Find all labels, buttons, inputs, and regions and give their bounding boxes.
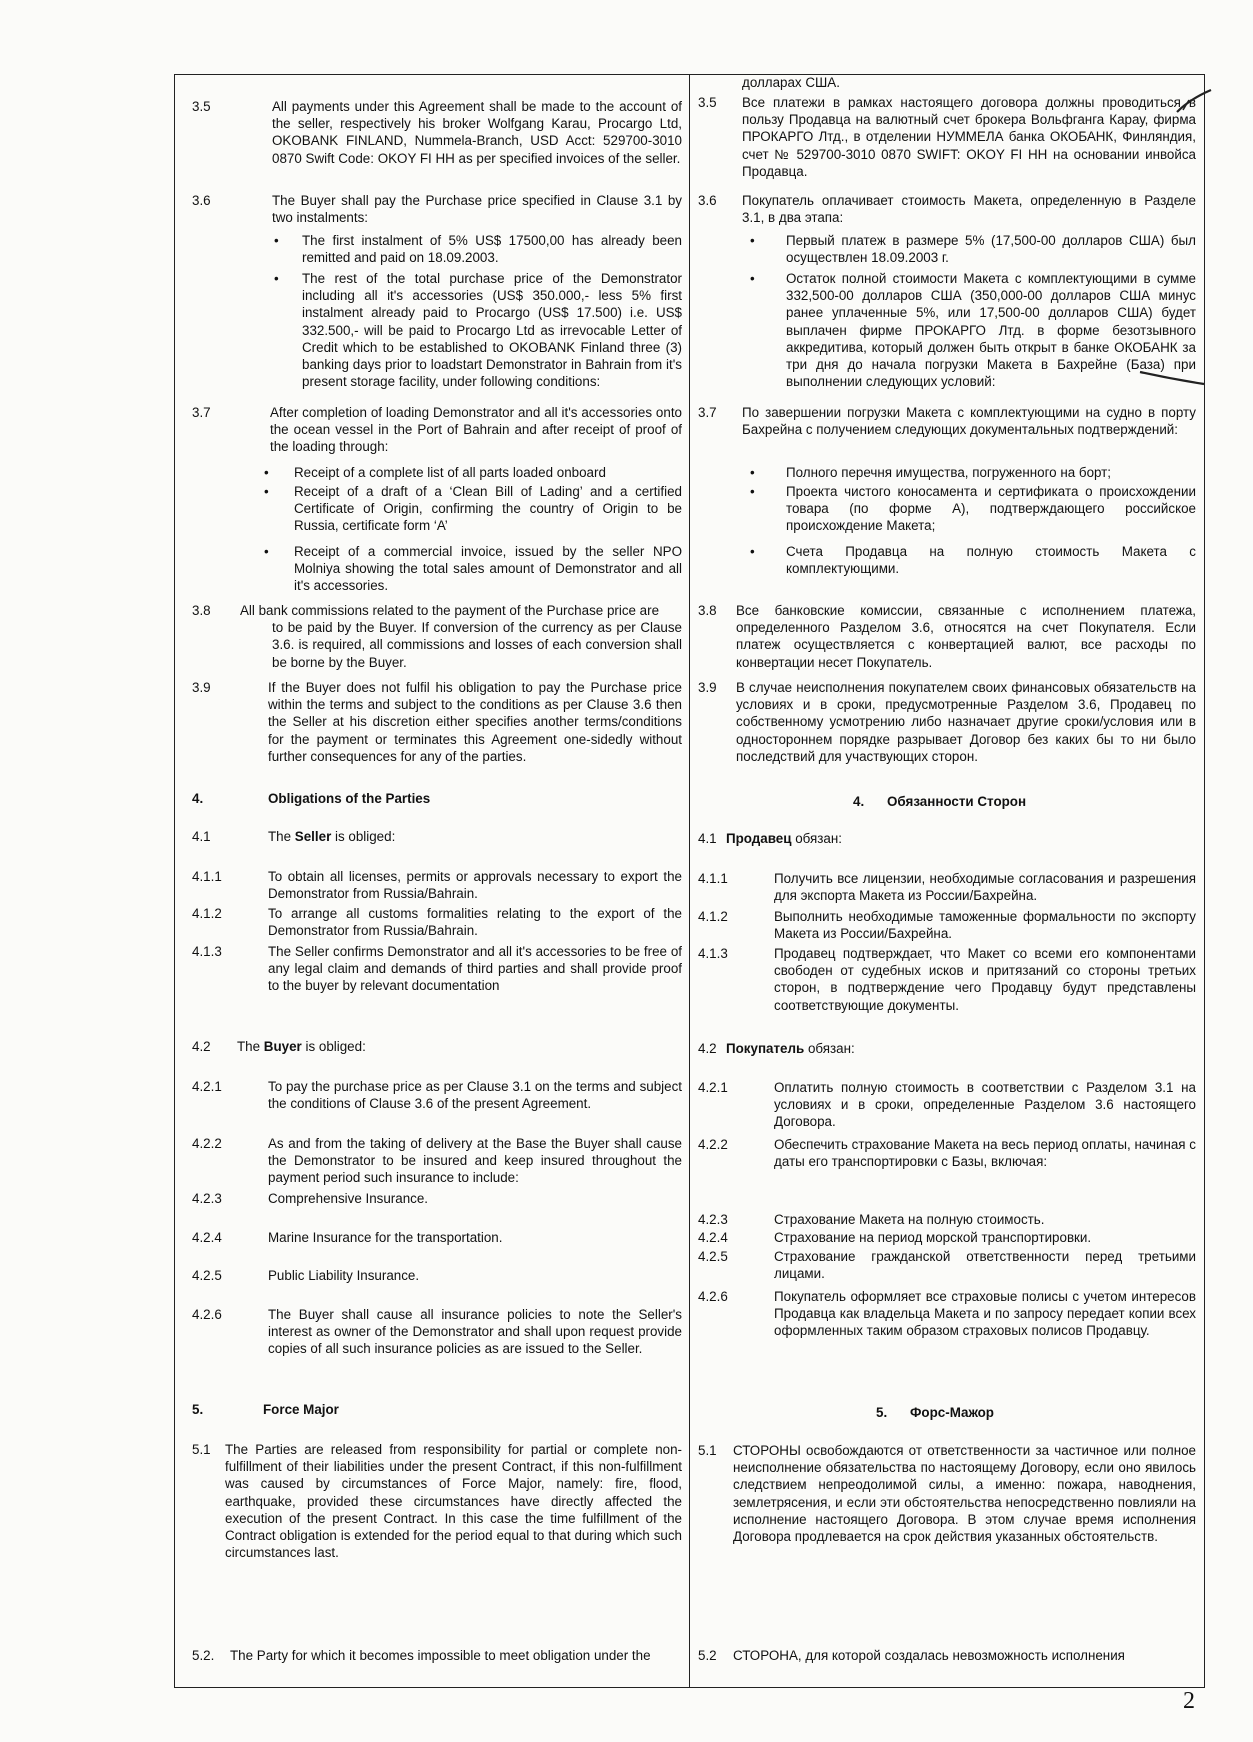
bullet-icon: •: [264, 544, 269, 559]
clause-text: Страхование на период морской транспортировки.: [774, 1230, 1092, 1245]
party-name: Покупатель: [726, 1041, 805, 1056]
clause-number: 4.2.2: [698, 1137, 728, 1152]
bullet-text: Первый платеж в размере 5% (17,500-00 долларов США) был осуществлен 18.09.2003 г.: [786, 233, 1196, 266]
clause-text: Обеспечить страхование Макета на весь период оплаты, начиная с даты его транспортировки с Базы, включая:: [774, 1137, 1196, 1170]
clause-3-5-en: [192, 98, 682, 167]
clause-text: обязан:: [791, 831, 842, 846]
clause-text: Comprehensive Insurance.: [268, 1191, 429, 1206]
clause-number: 4.2.2: [192, 1136, 222, 1151]
clause-text: Выполнить необходимые таможенные формальности по экспорту Макета из России/Бахрейна.: [774, 909, 1196, 942]
bullet-icon: •: [750, 484, 755, 499]
column-divider: [689, 74, 690, 1688]
clause-text: Все банковские комиссии, связанные с исполнением платежа, определенного Разделом 3.6, относятся на счет Покупателя. Если платеж осуществляется с конвертацией валют, все расходы по конвертации несет Покупатель.: [736, 603, 1196, 670]
bullet-text: Полного перечня имущества, погруженного на борт;: [786, 465, 1112, 480]
clause-number: 4.2.3: [192, 1191, 222, 1206]
bullet-item: [272, 270, 682, 390]
clause-3-8-en: [192, 602, 682, 671]
carryover-line-ru: [742, 74, 1196, 91]
clause-number: 3.5: [698, 95, 717, 110]
clause-3-6-en: [192, 192, 682, 226]
clause-text: Marine Insurance for the transportation.: [268, 1230, 503, 1245]
clause-text: В случае неисполнения покупателем своих финансовых обязательств на условиях и в сроки, предусмотренные Разделом 3.6, Продавец по собственному усмотрению либо назначает другие сроки/условия или в одностороннем порядке разрывает Договор без каких бы то ни было последствий для участвующих сторон.: [736, 680, 1196, 764]
clause-text: Продавец подтверждает, что Макет со всеми его компонентами свободен от судебных исков и притязаний со стороны третьих сторон, в подтверждение чего Продавцу будут представлены соответствующие документы.: [774, 946, 1196, 1013]
clause-number: 4.1: [192, 829, 211, 844]
clause-number: 4.2.4: [192, 1230, 222, 1245]
clause-4-2-4-en: [192, 1229, 682, 1246]
clause-3-8-ru: [698, 602, 1196, 671]
clause-number: 5.1: [698, 1443, 717, 1458]
bullet-text: Проекта чистого коносамента и сертификата о происхождении товара (по форме А), подтверждающего российское происхождение Макета;: [786, 484, 1196, 534]
clause-text: СТОРОНЫ освобождаются от ответственности за частичное или полное неисполнение обязательства по настоящему Договору, если оно явилось следствием непреодолимой силы, а именно: пожара, наводнения, землетрясения, и если эти обстоятельства непосредственно повлияли на исполнение настоящего Договора. В этом случае время исполнения Договора продлевается на срок действия указанных обстоятельств.: [733, 1443, 1196, 1545]
page-number: 2: [1183, 1688, 1195, 1714]
clause-number: 4.2: [192, 1039, 211, 1054]
bullet-item: [750, 232, 1196, 266]
clause-number: 4.2.6: [698, 1289, 728, 1304]
clause-3-9-ru: [698, 679, 1196, 765]
clause-number: 4.2.6: [192, 1307, 222, 1322]
clause-text: If the Buyer does not fulfil his obligation to pay the Purchase price within the terms and subject to the conditions as per Clause 3.6 then the Seller at his discretion either specifies another terms/conditions for the payment or terminates this Agreement one-sidedly without further consequences for any of the parties.: [268, 680, 682, 764]
clause-text: По завершении погрузки Макета с комплектующими на судно в порту Бахрейна с получением следующих документальных подтверждений:: [742, 405, 1196, 438]
clause-number: 5.1: [192, 1442, 211, 1457]
clause-5-2-en: [192, 1647, 682, 1664]
section-title: Форс-Мажор: [910, 1405, 994, 1420]
pen-mark-icon: [1138, 366, 1208, 388]
bullet-icon: •: [750, 271, 755, 286]
clause-text: To pay the purchase price as per Clause 3.1 on the terms and subject the conditions of Clause 3.6 of the present Agreement.: [268, 1079, 682, 1112]
clause-4-2-5-en: [192, 1267, 682, 1284]
party-name: Продавец: [726, 831, 792, 846]
section-5-heading-en: [192, 1401, 339, 1418]
clause-text: The Parties are released from responsibility for partial or complete non-fulfillment of their liabilities under the present Contract, if this non-fulfillment was caused by circumstances of Force Major, namely: fire, flood, earthquake, provided these circumstances have directly affected the execution of the present Contract. In this case the time fulfillment of the Contract obligation is extended for the period equal to that during which such circumstances last.: [225, 1442, 682, 1561]
bullet-icon: •: [750, 544, 755, 559]
clause-number: 3.5: [192, 99, 211, 114]
clause-number: 4.1.1: [698, 871, 728, 886]
clause-4-2-1-en: [192, 1078, 682, 1112]
clause-text: As and from the taking of delivery at the Base the Buyer shall cause the Demonstrator to be insured and keep insured throughout the payment period such insurance to include:: [268, 1136, 682, 1186]
bullet-text: Остаток полной стоимости Макета с комплектующими в сумме 332,500-00 долларов США (350,000-00 долларов США минус ранее уплаченные 5%, или 17,500-00 долларов США) будет выплачен фирме ПРОКАРГО Лтд. в форме безотзывного аккредитива, который должен быть открыт в банке ОКОБАНК за три дня до начала погрузки Макета в Бахрейне (База) при выполнении следующих условий:: [786, 271, 1196, 390]
clause-text: Public Liability Insurance.: [268, 1268, 420, 1283]
clause-text: The Party for which it becomes impossible to meet obligation under the: [230, 1648, 651, 1663]
bullet-text: Receipt of a commercial invoice, issued by the seller NPO Molniya showing the total sales amount of Demonstrator and all it's accessories.: [294, 544, 682, 594]
bullet-item: [750, 270, 1196, 390]
section-4-heading-en: [192, 790, 431, 807]
clause-number: 4.1.2: [192, 906, 222, 921]
bullet-icon: •: [274, 271, 279, 286]
bullet-icon: •: [274, 233, 279, 248]
clause-4-2-2-en: [192, 1135, 682, 1187]
clause-number: 4.1.1: [192, 869, 222, 884]
section-number: 4.: [192, 791, 204, 806]
section-number: 4.: [853, 794, 865, 809]
clause-3-5-ru: [698, 94, 1196, 180]
section-number: 5.: [192, 1402, 204, 1417]
clause-text: СТОРОНА, для которой создалась невозможность исполнения: [733, 1648, 1125, 1663]
clause-4-1-1-en: [192, 868, 682, 902]
clause-4-2-4-ru: [698, 1229, 1196, 1246]
bullet-item: [264, 483, 682, 535]
clause-text: Получить все лицензии, необходимые согласования и разрешения для экспорта Макета из России/Бахрейна.: [774, 871, 1196, 904]
clause-text: All payments under this Agreement shall be made to the account of the seller, respectively his broker Wolfgang Karau, Procargo Ltd, OKOBANK FINLAND, Nummela-Branch, USD Acct: 529700-3010 0870 Swift Code: OKOY FI HH as per specified invoices of the seller.: [272, 99, 682, 166]
section-number: 5.: [876, 1405, 888, 1420]
clause-text: Страхование Макета на полную стоимость.: [774, 1212, 1045, 1227]
section-title: Obligations of the Parties: [268, 791, 431, 806]
clause-number: 5.2.: [192, 1648, 215, 1663]
clause-number: 4.2.3: [698, 1212, 728, 1227]
clause-number: 5.2: [698, 1648, 717, 1663]
clause-text: After completion of loading Demonstrator and all it's accessories onto the ocean vessel in the Port of Bahrain and after receipt of proof of the loading through:: [270, 405, 682, 455]
clause-text: is obliged:: [301, 1039, 366, 1054]
bullet-item: [750, 483, 1196, 535]
bullet-icon: •: [750, 465, 755, 480]
clause-number: 3.9: [698, 680, 717, 695]
bullet-text: The rest of the total purchase price of the Demonstrator including all it's accessories (US$ 350.000,- less 5% first instalment already paid to Procargo (US$ 17.500) i.e. US$ 332.500,- will be paid to Procargo Ltd as irrevocable Letter of Credit which to be established to OKOBANK Finland three (3) banking days prior to loadstart Demonstrator in Bahrain from it's present storage facility, under following conditions:: [302, 271, 682, 390]
clause-number: 3.7: [192, 405, 211, 420]
clause-text: All bank commissions related to the payment of the Purchase price are: [240, 603, 660, 618]
bullet-text: Receipt of a draft of a ‘Clean Bill of Lading’ and a certified Certificate of Origin, confirming the country of Origin to be Russia, certificate form ‘A’: [294, 484, 682, 534]
clause-4-1-3-ru: [698, 945, 1196, 1014]
section-4-heading-ru: [853, 793, 1027, 810]
clause-number: 3.6: [192, 193, 211, 208]
clause-text: Покупатель оплачивает стоимость Макета, определенную в Разделе 3.1, в два этапа:: [742, 193, 1196, 226]
clause-text: Все платежи в рамках настоящего договора должны проводиться в пользу Продавца на валютный счет брокера Вольфганга Карау, фирма ПРОКАРГО Лтд., в отделении НУММЕЛА банка ОКОБАНК, Финляндия, счет № 529700-3010 0870 SWIFT: OKOY FI HH на основании инвойса Продавца.: [742, 95, 1196, 179]
clause-text: Покупатель оформляет все страховые полисы с учетом интересов Продавца как владельца Макета и по запросу передает копии всех оформленных таким образом страховых полисов Продавцу.: [774, 1289, 1196, 1339]
clause-4-1-ru: [698, 830, 1196, 847]
clause-number: 3.8: [698, 603, 717, 618]
clause-number: 3.7: [698, 405, 717, 420]
clause-number: 4.1.3: [192, 944, 222, 959]
clause-text: Страхование гражданской ответственности перед третьими лицами.: [774, 1249, 1196, 1282]
clause-number: 4.2: [698, 1041, 717, 1056]
clause-4-2-en: [192, 1038, 682, 1055]
clause-4-2-ru: [698, 1040, 1196, 1057]
clause-text: To arrange all customs formalities relating to the export of the Demonstrator from Russia/Bahrain.: [268, 906, 682, 939]
clause-text: Оплатить полную стоимость в соответствии с Разделом 3.1 на условиях и в сроки, определенные Разделом 3.6 настоящего Договора.: [774, 1080, 1196, 1130]
clause-3-9-en: [192, 679, 682, 765]
clause-5-2-ru: [698, 1647, 1196, 1664]
clause-number: 4.2.1: [192, 1079, 222, 1094]
section-5-heading-ru: [876, 1404, 994, 1421]
clause-4-2-6-ru: [698, 1288, 1196, 1340]
clause-3-6-ru: [698, 192, 1196, 226]
clause-number: 4.2.5: [698, 1249, 728, 1264]
clause-text: обязан:: [804, 1041, 855, 1056]
bullet-item: [750, 464, 1196, 481]
clause-4-2-6-en: [192, 1306, 682, 1358]
section-title: Обязанности Сторон: [887, 794, 1027, 809]
clause-number: 4.1: [698, 831, 717, 846]
clause-4-2-1-ru: [698, 1079, 1196, 1131]
party-name: Buyer: [263, 1039, 302, 1054]
bullet-item: [750, 543, 1196, 577]
clause-text: is obliged:: [331, 829, 396, 844]
bullet-item: [264, 543, 682, 595]
clause-4-1-1-ru: [698, 870, 1196, 904]
clause-4-1-2-en: [192, 905, 682, 939]
clause-3-7-en: [192, 404, 682, 456]
clause-number: 3.9: [192, 680, 211, 695]
clause-number: 4.2.4: [698, 1230, 728, 1245]
clause-number: 3.6: [698, 193, 717, 208]
clause-number: 4.2.1: [698, 1080, 728, 1095]
bullet-text: Счета Продавца на полную стоимость Макета с комплектующими.: [786, 544, 1196, 577]
clause-number: 4.2.5: [192, 1268, 222, 1283]
pen-mark-icon: [1175, 86, 1215, 116]
clause-5-1-en: [192, 1441, 682, 1561]
bullet-item: [272, 232, 682, 266]
clause-number: 4.1.2: [698, 909, 728, 924]
clause-4-2-2-ru: [698, 1136, 1196, 1170]
clause-number: 4.1.3: [698, 946, 728, 961]
bullet-icon: •: [750, 233, 755, 248]
clause-text: The Buyer shall pay the Purchase price specified in Clause 3.1 by two instalments:: [272, 193, 682, 226]
bullet-text: The first instalment of 5% US$ 17500,00 has already been remitted and paid on 18.09.2003.: [302, 233, 682, 266]
clause-4-1-2-ru: [698, 908, 1196, 942]
clause-4-2-3-ru: [698, 1211, 1196, 1228]
bullet-icon: •: [264, 484, 269, 499]
clause-text: The Seller confirms Demonstrator and all it's accessories to be free of any legal claim and demands of third parties and shall provide proof to the buyer by relevant documentation: [268, 944, 682, 994]
clause-number: 3.8: [192, 603, 211, 618]
clause-4-2-3-en: [192, 1190, 682, 1207]
clause-text: To obtain all licenses, permits or approvals necessary to export the Demonstrator from Russia/Bahrain.: [268, 869, 682, 902]
clause-text: to be paid by the Buyer. If conversion of the currency as per Clause 3.6. is required, all commissions and losses of each conversion shall be borne by the Buyer.: [272, 620, 682, 670]
clause-4-1-en: [192, 828, 682, 845]
clause-5-1-ru: [698, 1442, 1196, 1545]
party-name: Seller: [294, 829, 332, 844]
clause-text: долларах США.: [742, 75, 840, 90]
clause-4-2-5-ru: [698, 1248, 1196, 1282]
bullet-item: [264, 464, 682, 481]
bullet-icon: •: [264, 465, 269, 480]
clause-text: The: [237, 1039, 264, 1054]
clause-3-7-ru: [698, 404, 1196, 438]
clause-4-1-3-en: [192, 943, 682, 995]
section-title: Force Major: [263, 1402, 339, 1417]
clause-text: The: [268, 829, 295, 844]
bullet-text: Receipt of a complete list of all parts loaded onboard: [294, 465, 606, 480]
clause-text: The Buyer shall cause all insurance policies to note the Seller's interest as owner of the Demonstrator and shall upon request provide copies of all such insurance policies as are issued to the Seller.: [268, 1307, 682, 1357]
